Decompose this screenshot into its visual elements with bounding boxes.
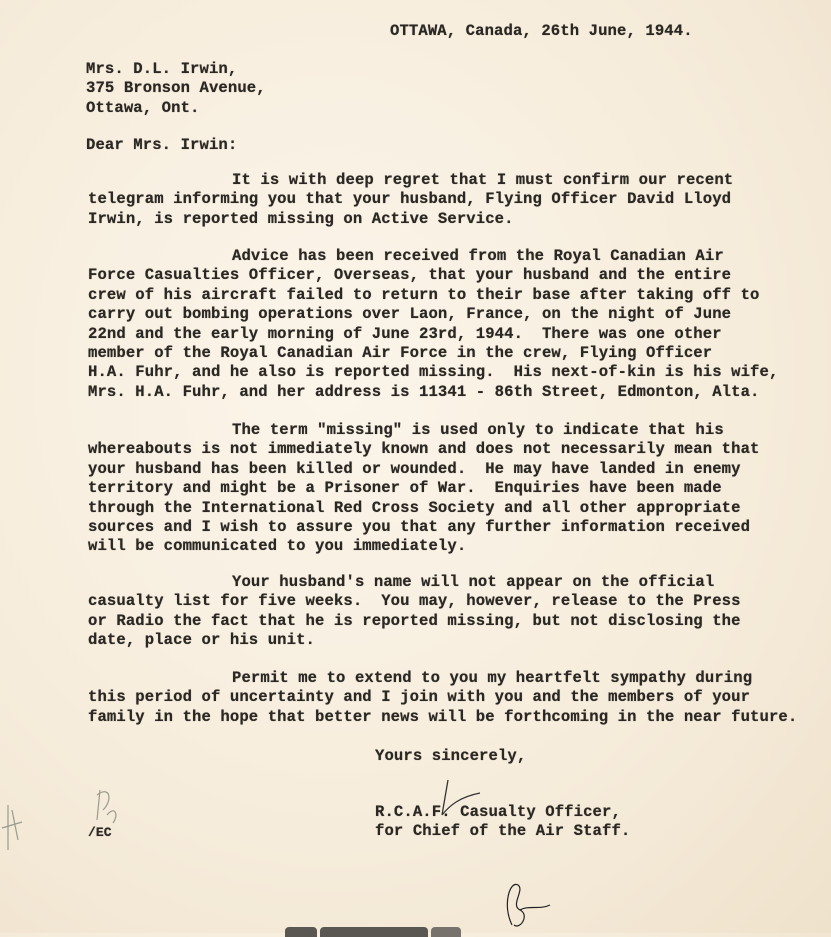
paragraph-line: member of the Royal Canadian Air Force in the crew, Flying Officer: [88, 344, 713, 363]
toolbar-button[interactable]: [285, 927, 317, 937]
paragraph-line: crew of his aircraft failed to return to their base after taking off to: [88, 285, 760, 304]
paragraph-line: carry out bombing operations over Laon, France, on the night of June: [88, 305, 732, 324]
paragraph-line: your husband has been killed or wounded. He may have landed in enemy: [88, 459, 741, 478]
recipient-street: 375 Bronson Avenue,: [86, 79, 266, 98]
paragraph-line: Advice has been received from the Royal Canadian Air: [232, 247, 724, 265]
paragraph-line: date, place or his unit.: [88, 631, 315, 650]
paragraph-line: family in the hope that better news will be forthcoming in the near future.: [88, 707, 798, 726]
signature-title: R.C.A.F. Casualty Officer,: [375, 803, 621, 821]
paragraph-line: Permit me to extend to you my heartfelt sympathy during: [232, 669, 753, 687]
paragraph-line: through the International Red Cross Society and all other appropriate: [88, 498, 741, 517]
paragraph-line: casualty list for five weeks. You may, however, release to the Press: [88, 592, 741, 611]
paragraph-line: or Radio the fact that he is reported missing, but not disclosing the: [88, 611, 741, 630]
handwritten-initials: [500, 875, 560, 933]
letter-paragraph: [88, 573, 741, 651]
paragraph-line: sources and I wish to assure you that any further information received: [88, 518, 751, 537]
paragraph-line: this period of uncertainty and I join with you and the members of your: [88, 688, 751, 707]
paragraph-line: Force Casualties Officer, Overseas, that your husband and the entire: [88, 266, 732, 285]
letter-paragraph: [88, 669, 797, 727]
closing: Yours sincerely,: [375, 747, 527, 765]
paragraph-line: Mrs. H.A. Fuhr, and her address is 11341 - 86th Street, Edmonton, Alta.: [88, 382, 760, 401]
paragraph-line: whereabouts is not immediately known and does not necessarily mean that: [88, 440, 760, 459]
recipient-name: Mrs. D.L. Irwin,: [86, 60, 238, 78]
salutation: Dear Mrs. Irwin:: [86, 136, 238, 154]
paragraph-line: It is with deep regret that I must confirm our recent: [232, 171, 734, 189]
paragraph-line: The term "missing" is used only to indicate that his: [232, 421, 724, 439]
letter-paragraph: [88, 171, 733, 229]
recipient-city: Ottawa, Ont.: [86, 98, 200, 117]
paragraph-line: territory and might be a Prisoner of War. Enquiries have been made: [88, 479, 722, 498]
signature-block: [375, 803, 630, 842]
signature-office: for Chief of the Air Staff.: [375, 822, 631, 841]
recipient-address: [86, 60, 266, 118]
viewer-toolbar[interactable]: [285, 927, 461, 937]
paragraph-line: Your husband's name will not appear on the official: [232, 573, 715, 591]
paragraph-line: 22nd and the early morning of June 23rd, 1944. There was one other: [88, 324, 722, 343]
paragraph-line: will be communicated to you immediately.: [88, 537, 467, 556]
toolbar-button[interactable]: [431, 927, 461, 937]
handwritten-initial-mark: [420, 775, 490, 825]
reference-initials: /EC: [88, 825, 112, 840]
letter-date: OTTAWA, Canada, 26th June, 1944.: [390, 22, 693, 40]
letter-paragraph: [88, 421, 760, 557]
pencil-margin-mark: [0, 800, 30, 870]
toolbar-button[interactable]: [320, 927, 428, 937]
letter-paragraph: [88, 247, 778, 402]
paragraph-line: H.A. Fuhr, and he also is reported missing. His next-of-kin is his wife,: [88, 363, 779, 382]
paragraph-line: Irwin, is reported missing on Active Service.: [88, 209, 514, 228]
pencil-annotation: [85, 785, 135, 830]
paragraph-line: telegram informing you that your husband, Flying Officer David Lloyd: [88, 190, 732, 209]
